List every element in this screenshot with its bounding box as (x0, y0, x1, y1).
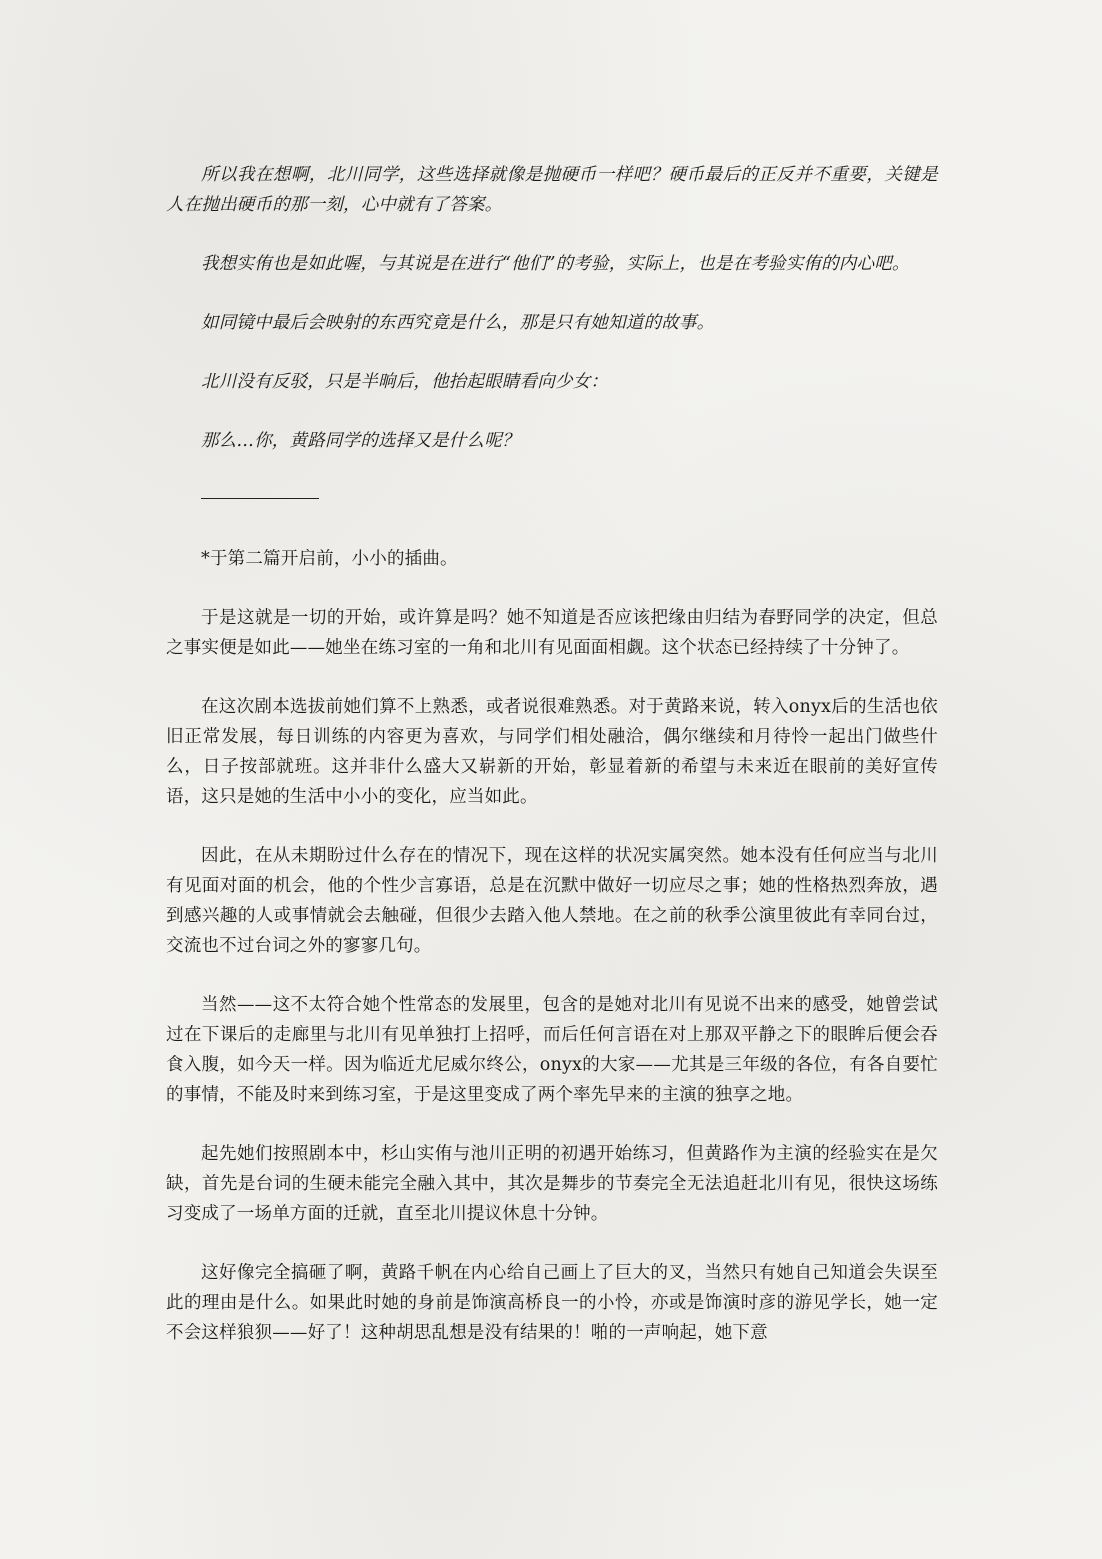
document-body (166, 160, 938, 1377)
paragraph-9: 因此，在从未期盼过什么存在的情况下，现在这样的状况实属突然。她本没有任何应当与北川有见面对面的机会，他的个性少言寡语，总是在沉默中做好一切应尽之事；她的性格热烈奔放，遇到感兴趣的人或事情就会去触碰，但很少去踏入他人禁地。在之前的秋季公演里彼此有幸同台过，交流也不过台词之外的寥寥几句。 (166, 846, 938, 956)
paragraph-2: 我想实侑也是如此喔，与其说是在进行“他们”的考验，实际上，也是在考验实侑的内心吧。 (201, 254, 910, 274)
paragraph-11: 起先她们按照剧本中，杉山实侑与池川正明的初遇开始练习，但黄路作为主演的经验实在是欠缺，首先是台词的生硬未能完全融入其中，其次是舞步的节奏完全无法追赶北川有见，很快这场练习变成了一场单方面的迁就，直至北川提议休息十分钟。 (166, 1144, 938, 1224)
paragraph-10: 当然——这不太符合她个性常态的发展里，包含的是她对北川有见说不出来的感受，她曾尝试过在下课后的走廊里与北川有见单独打上招呼，而后任何言语在对上那双平静之下的眼眸后便会吞食入腹，如今天一样。因为临近尤尼威尔终公，onyx的大家——尤其是三年级的各位，有各自要忙的事情，不能及时来到练习室，于是这里变成了两个率先早来的主演的独享之地。 (166, 995, 938, 1105)
divider-line (201, 498, 319, 499)
paragraph-4: 北川没有反驳，只是半晌后，他抬起眼睛看向少女： (201, 372, 609, 392)
paragraph-8: 在这次剧本选拔前她们算不上熟悉，或者说很难熟悉。对于黄路来说，转入onyx后的生活也依旧正常发展，每日训练的内容更为喜欢，与同学们相处融洽，偶尔继续和月待怜一起出门做些什么，日子按部就班。这并非什么盛大又崭新的开始，彰显着新的希望与未来近在眼前的美好宣传语，这只是她的生活中小小的变化，应当如此。 (166, 697, 938, 807)
paragraph-12: 这好像完全搞砸了啊，黄路千帆在内心给自己画上了巨大的叉，当然只有她自己知道会失误至此的理由是什么。如果此时她的身前是饰演高桥良一的小怜，亦或是饰演时彦的游见学长，她一定不会这样狼狈——好了！这种胡思乱想是没有结果的！啪的一声响起，她下意 (166, 1263, 938, 1343)
paragraph-7: 于是这就是一切的开始，或许算是吗？她不知道是否应该把缘由归结为春野同学的决定，但总之事实便是如此——她坐在练习室的一角和北川有见面面相觑。这个状态已经持续了十分钟了。 (166, 608, 938, 658)
paragraph-5: 那么…你，黄路同学的选择又是什么呢？ (201, 431, 520, 451)
paragraph-6: *于第二篇开启前，小小的插曲。 (201, 549, 458, 569)
section-divider (166, 485, 938, 515)
paragraph-1: 所以我在想啊，北川同学，这些选择就像是抛硬币一样吧？硬币最后的正反并不重要，关键是人在抛出硬币的那一刻，心中就有了答案。 (166, 165, 938, 215)
paragraph-3: 如同镜中最后会映射的东西究竟是什么，那是只有她知道的故事。 (201, 313, 715, 333)
